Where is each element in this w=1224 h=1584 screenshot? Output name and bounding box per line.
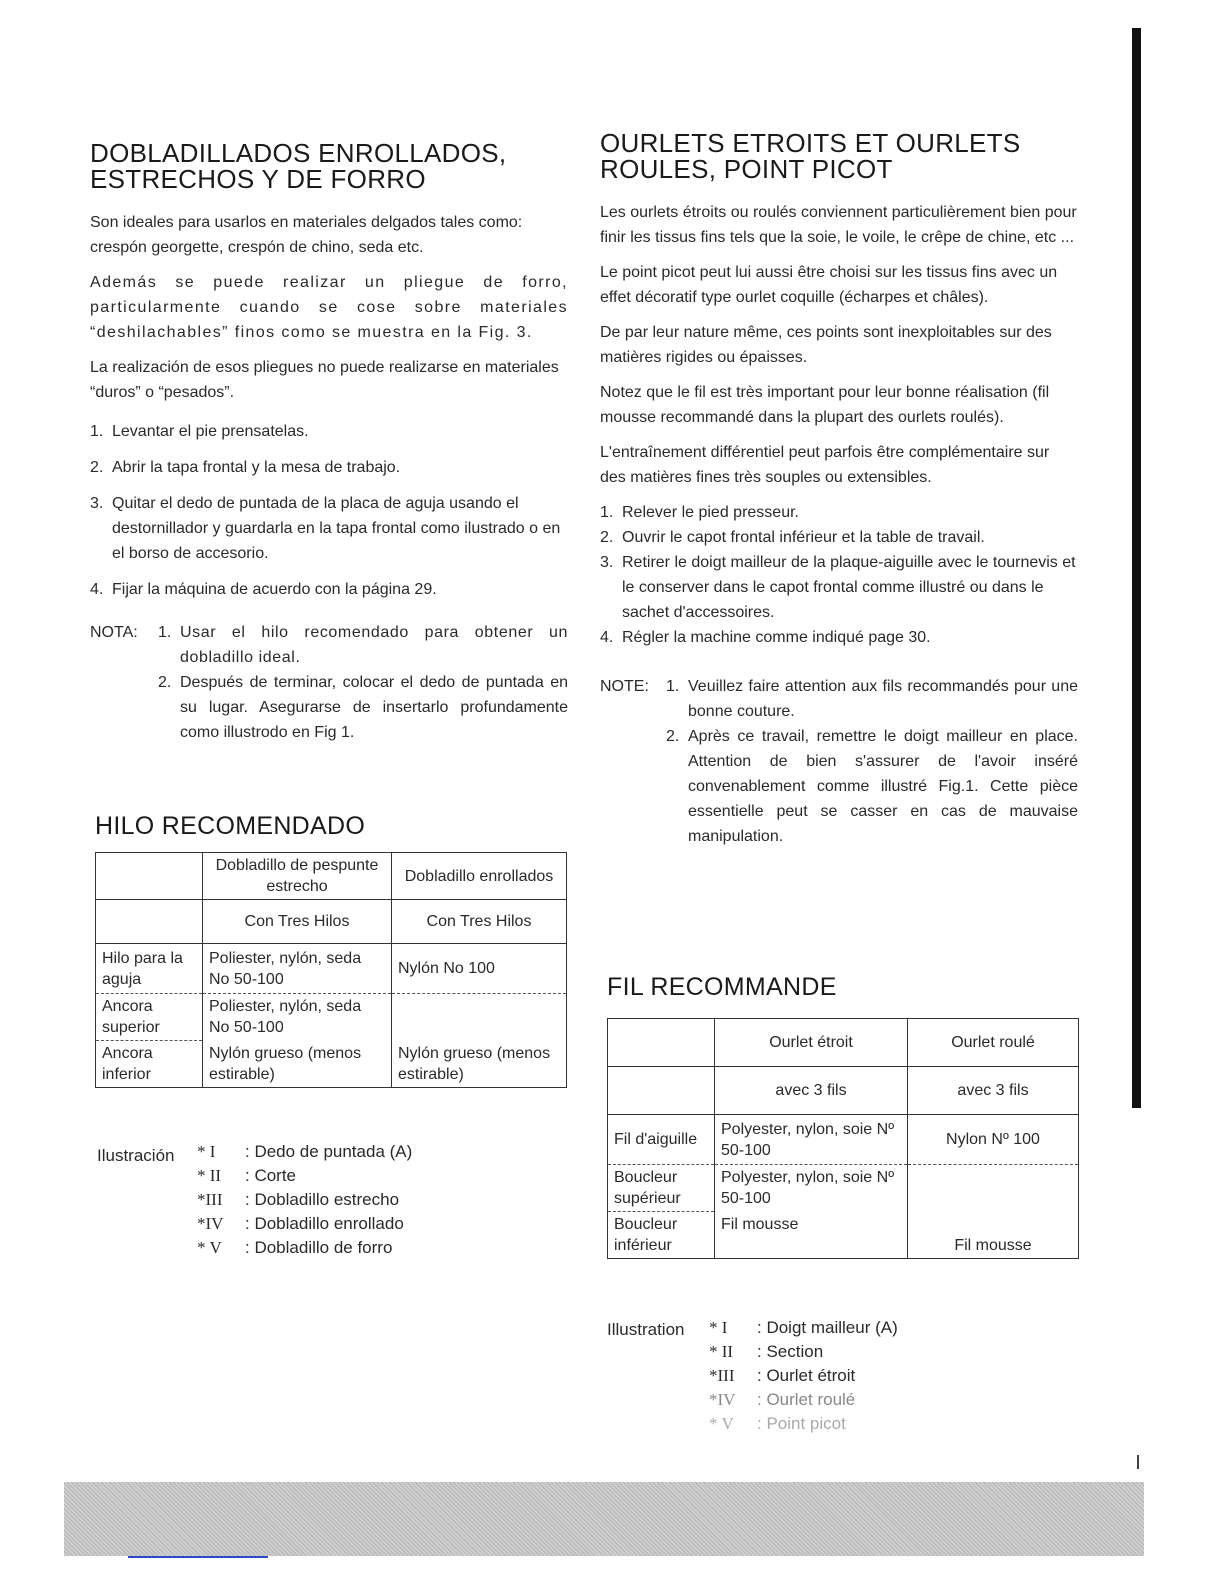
table-subheader: Con Tres Hilos	[392, 900, 567, 944]
table-cell: Fil mousse	[908, 1165, 1079, 1259]
table-row-label: Fil d'aiguille	[608, 1115, 715, 1165]
table-empty-cell	[608, 1019, 715, 1067]
es-title-line2: ESTRECHOS Y DE FORRO	[90, 164, 426, 194]
table-row-label: Ancora inferior	[96, 1041, 203, 1088]
fr-title	[600, 130, 1078, 182]
fr-thread-title: FIL RECOMMANDE	[607, 973, 837, 1001]
es-title-line1: DOBLADILLADOS ENROLLADOS,	[90, 138, 507, 168]
es-steps	[90, 419, 568, 602]
table-cell: Polyester, nylon, soie Nº 50-100	[715, 1165, 908, 1212]
es-illus-label: Ilustración	[97, 1146, 175, 1165]
table-subheader: Con Tres Hilos	[203, 900, 392, 944]
fr-illus-label: Illustration	[607, 1320, 685, 1339]
table-subheader: avec 3 fils	[908, 1067, 1079, 1115]
table-header: Dobladillo enrollados	[392, 853, 567, 900]
table-cell: Poliester, nylón, seda No 50-100	[203, 944, 392, 994]
table-empty-cell	[96, 853, 203, 900]
fr-illus-item: * II : Section	[709, 1342, 824, 1361]
fr-note-item: 2. Après ce travail, remettre le doigt mailleur en place. Attention de bien s'assurer de l'avoir inséré convenablement comme illustré Fig.1. Cette pièce essentielle peut se casser en cas de mauvaise manipulation.	[666, 728, 1078, 845]
french-column	[600, 130, 1078, 849]
fr-paragraph-2: Le point picot peut lui aussi être choisi sur les tissus fins avec un effet décoratif type ourlet coquille (écharpes et châles).	[600, 264, 1058, 306]
table-row-label: Boucleur inférieur	[608, 1212, 715, 1259]
fr-note	[600, 674, 1078, 849]
table-header: Ourlet roulé	[908, 1019, 1079, 1067]
table-row-label: Hilo para la aguja	[96, 944, 203, 994]
scan-blue-line	[128, 1556, 268, 1558]
table-cell: Nylón No 100	[392, 944, 567, 994]
fr-thread-table	[607, 1018, 1079, 1259]
es-note-item: 1. Usar el hilo recomendado para obtener un dobladillo ideal.	[158, 624, 568, 666]
es-illus-item: * I : Dedo de puntada (A)	[197, 1142, 413, 1161]
es-note-label: NOTA:	[90, 624, 138, 641]
es-illustration	[97, 1140, 412, 1260]
fr-step: 4. Régler la machine comme indiqué page 30.	[600, 629, 931, 646]
es-paragraph-1: Son ideales para usarlos en materiales delgados tales como: crespón georgette, crespón de chino, seda etc.	[90, 214, 523, 256]
table-header: Dobladillo de pespunte estrecho	[203, 853, 392, 900]
fr-paragraph-1: Les ourlets étroits ou roulés conviennent particulièrement bien pour finir les tissus fins tels que la soie, le voile, le crêpe de chine, etc ...	[600, 204, 1077, 246]
fr-illus-item: * I : Doigt mailleur (A)	[709, 1318, 898, 1337]
es-illus-item: *IV : Dobladillo enrollado	[197, 1214, 404, 1233]
scan-footer-band	[64, 1482, 1144, 1556]
scan-edge-bar	[1132, 28, 1141, 1108]
es-title	[90, 140, 568, 192]
table-row-label: Ancora superior	[96, 994, 203, 1041]
fr-note-label: NOTE:	[600, 678, 649, 695]
fr-title-line1: OURLETS ETROITS ET OURLETS	[600, 128, 1021, 158]
fr-illustration	[607, 1316, 898, 1436]
table-subheader: avec 3 fils	[715, 1067, 908, 1115]
fr-step: 3. Retirer le doigt mailleur de la plaque-aiguille avec le tournevis et le conserver dans le capot frontal comme illustré ou dans le sachet d'accessoires.	[600, 554, 1076, 621]
es-illus-item: * II : Corte	[197, 1166, 297, 1185]
es-step: 4. Fijar la máquina de acuerdo con la página 29.	[90, 581, 437, 598]
spanish-column	[90, 140, 568, 745]
es-note	[90, 620, 568, 745]
fr-illus-item: *III : Ourlet étroit	[709, 1366, 856, 1385]
es-step: 3. Quitar el dedo de puntada de la placa de aguja usando el destornillador y guardarla en la tapa frontal como ilustrado o en el borso de accesorio.	[90, 495, 561, 562]
es-paragraph-3: La realización de esos pliegues no puede realizarse en materiales “duros” o “pesados”.	[90, 359, 559, 401]
fr-paragraph-3: De par leur nature même, ces points sont inexploitables sur des matières rigides ou épaisses.	[600, 324, 1052, 366]
table-empty-cell	[608, 1067, 715, 1115]
es-step: 2. Abrir la tapa frontal y la mesa de trabajo.	[90, 459, 401, 476]
table-cell: Nylón grueso (menos estirable)	[392, 994, 567, 1088]
fr-title-line2: ROULES, POINT PICOT	[600, 154, 893, 184]
table-cell: Polyester, nylon, soie Nº 50-100	[715, 1115, 908, 1165]
fr-illus-item: * V : Point picot	[709, 1414, 846, 1433]
es-illus-item: *III : Dobladillo estrecho	[197, 1190, 400, 1209]
fr-paragraph-5: L'entraînement différentiel peut parfois être complémentaire sur des matières fines très souples ou extensibles.	[600, 444, 1050, 486]
table-row-label: Boucleur supérieur	[608, 1165, 715, 1212]
fr-step: 2. Ouvrir le capot frontal inférieur et la table de travail.	[600, 529, 985, 546]
es-note-item: 2. Después de terminar, colocar el dedo de puntada en su lugar. Asegurarse de insertarlo profundamente como illustrodo en Fig 1.	[158, 674, 568, 741]
es-thread-title: HILO RECOMENDADO	[95, 812, 366, 840]
es-paragraph-2: Además se puede realizar un pliegue de forro, particularmente cuando se cose sobre materiales “deshilachables” finos como se muestra en la Fig. 3.	[90, 274, 568, 341]
scan-edge-mark	[1137, 1455, 1139, 1469]
table-cell: Poliester, nylón, seda No 50-100	[203, 994, 392, 1041]
fr-paragraph-4: Notez que le fil est très important pour leur bonne réalisation (fil mousse recommandé dans la plupart des ourlets roulés).	[600, 384, 1050, 426]
table-cell: Nylón grueso (menos estirable)	[203, 1041, 392, 1088]
es-illus-item: * V : Dobladillo de forro	[197, 1238, 393, 1257]
fr-note-item: 1. Veuillez faire attention aux fils recommandés pour une bonne couture.	[666, 678, 1078, 720]
fr-step: 1. Relever le pied presseur.	[600, 504, 799, 521]
fr-illus-item: *IV : Ourlet roulé	[709, 1390, 856, 1409]
table-empty-cell	[96, 900, 203, 944]
table-cell: Nylon Nº 100	[908, 1115, 1079, 1165]
table-header: Ourlet étroit	[715, 1019, 908, 1067]
es-thread-table	[95, 852, 567, 1088]
fr-steps	[600, 500, 1078, 650]
table-cell: Fil mousse	[715, 1212, 908, 1259]
es-step: 1. Levantar el pie prensatelas.	[90, 423, 309, 440]
